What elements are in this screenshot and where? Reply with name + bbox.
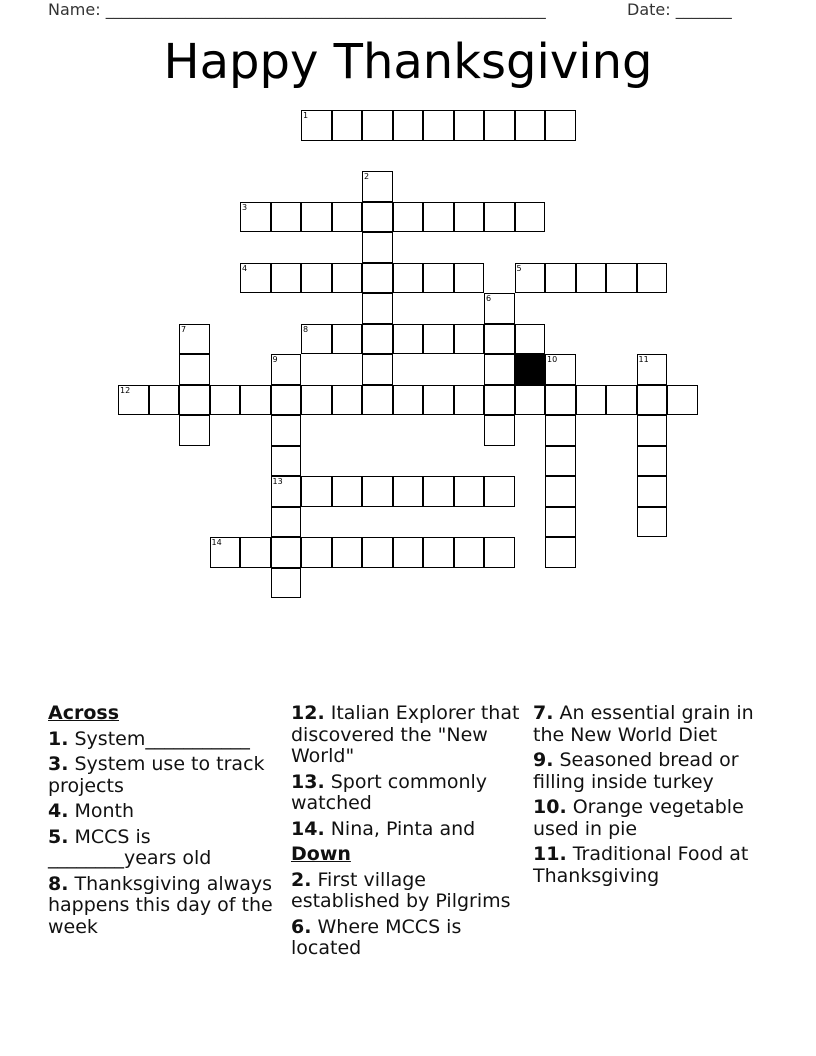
grid-cell[interactable] [362,171,393,202]
grid-cell[interactable] [393,263,424,294]
clue-text: Nina, Pinta and [330,817,476,840]
grid-cell[interactable] [393,110,424,141]
grid-cell[interactable] [454,537,485,568]
clue-number: 14 [211,538,222,547]
grid-cell[interactable] [545,385,576,416]
clue-item [48,729,273,751]
clue-number-label: 7. [533,702,554,724]
page-title: Happy Thanksgiving [163,34,653,90]
name-label: Name: [48,0,101,19]
grid-cell[interactable] [423,537,454,568]
grid-cell[interactable] [606,263,637,294]
grid-cell[interactable] [362,537,393,568]
clue-number-label: 4. [48,800,69,822]
clue-text: Thanksgiving always happens this day of the week [48,872,273,938]
grid-cell[interactable] [362,354,393,385]
grid-cell[interactable] [362,110,393,141]
grid-cell[interactable] [271,446,302,477]
grid-cell[interactable] [637,385,668,416]
grid-cell[interactable] [210,385,241,416]
grid-cell[interactable] [332,263,363,294]
grid-cell[interactable] [332,385,363,416]
grid-cell[interactable] [484,324,515,355]
grid-cell[interactable] [149,385,180,416]
clue-item [291,772,521,815]
clue-text: MCCS is ________years old [48,825,212,869]
grid-cell[interactable] [454,263,485,294]
grid-cell[interactable] [484,476,515,507]
clue-text: Italian Explorer that discovered the "New World" [291,702,520,767]
grid-cell[interactable] [393,476,424,507]
clue-item [291,917,521,960]
grid-cell[interactable] [484,385,515,416]
grid-cell[interactable] [301,263,332,294]
clue-item [48,801,273,823]
clue-item [291,870,521,913]
grid-cell[interactable] [606,385,637,416]
clue-number-label: 9. [533,749,554,771]
grid-cell[interactable] [515,202,546,233]
grid-cell[interactable] [423,324,454,355]
clue-number-label: 1. [48,727,69,750]
grid-cell[interactable] [454,110,485,141]
clue-text: Orange vegetable used in pie [533,796,744,840]
grid-cell[interactable] [484,415,515,446]
grid-cell[interactable] [667,385,698,416]
clue-number-label: 5. [48,825,69,848]
clue-text: Where MCCS is located [291,915,462,959]
grid-cell[interactable] [118,385,149,416]
clue-number: 11 [638,355,649,364]
clue-text: First village established by Pilgrims [291,868,511,912]
grid-cell[interactable] [515,385,546,416]
grid-cell[interactable] [393,202,424,233]
grid-cell[interactable] [515,324,546,355]
grid-cell[interactable] [210,537,241,568]
grid-cell[interactable] [240,263,271,294]
clue-column-1 [48,703,273,942]
black-square [515,354,546,385]
grid-cell[interactable] [545,507,576,538]
grid-cell[interactable] [301,202,332,233]
clue-number: 8 [303,324,309,334]
clue-item [291,703,521,768]
grid-cell[interactable] [454,385,485,416]
clue-number: 12 [120,385,131,395]
grid-cell[interactable] [454,476,485,507]
clue-column-3 [533,703,763,891]
grid-cell[interactable] [637,446,668,477]
clue-number: 9 [272,355,278,364]
grid-cell[interactable] [271,202,302,233]
grid-cell[interactable] [637,263,668,294]
grid-cell[interactable] [393,385,424,416]
grid-cell[interactable] [484,293,515,324]
clue-number: 10 [547,355,558,364]
grid-cell[interactable] [240,385,271,416]
clue-number: 2 [364,172,370,181]
grid-cell[interactable] [271,537,302,568]
grid-cell[interactable] [545,476,576,507]
clue-number: 5 [516,263,522,273]
grid-cell[interactable] [301,324,332,355]
grid-cell[interactable] [271,385,302,416]
grid-cell[interactable] [637,354,668,385]
clue-item [533,844,763,887]
grid-cell[interactable] [301,537,332,568]
grid-cell[interactable] [393,324,424,355]
grid-cell[interactable] [484,354,515,385]
grid-cell[interactable] [301,385,332,416]
across-heading: Across [48,702,120,724]
clue-text: System___________ [74,727,250,750]
clue-item [533,703,763,746]
grid-cell[interactable] [545,415,576,446]
clue-number: 3 [242,202,248,212]
grid-cell[interactable] [332,202,363,233]
grid-cell[interactable] [179,385,210,416]
grid-cell[interactable] [545,537,576,568]
grid-cell[interactable] [362,385,393,416]
clue-number: 13 [272,477,283,486]
date-label: Date: [627,0,671,19]
name-line: _______________________________________________________ [105,0,546,19]
grid-cell[interactable] [271,476,302,507]
grid-cell[interactable] [393,537,424,568]
clue-number-label: 8. [48,872,69,895]
grid-cell[interactable] [271,263,302,294]
grid-cell[interactable] [271,507,302,538]
clue-item [533,797,763,840]
grid-cell[interactable] [240,202,271,233]
clue-text: Seasoned bread or filling inside turkey [533,749,739,793]
grid-cell[interactable] [484,202,515,233]
clue-number-label: 2. [291,868,312,891]
clue-text: Month [74,800,135,822]
clue-column-2 [291,703,521,964]
grid-cell[interactable] [637,476,668,507]
clue-item [291,819,521,841]
grid-cell[interactable] [515,263,546,294]
grid-cell[interactable] [576,263,607,294]
grid-cell[interactable] [545,354,576,385]
clue-text: An essential grain in the New World Diet [533,702,754,746]
clue-text: Traditional Food at Thanksgiving [533,843,749,887]
grid-cell[interactable] [576,385,607,416]
grid-cell[interactable] [362,232,393,263]
grid-cell[interactable] [637,507,668,538]
grid-cell[interactable] [423,476,454,507]
grid-cell[interactable] [179,324,210,355]
clue-item [48,874,273,939]
clue-number-label: 11. [533,843,567,865]
grid-cell[interactable] [179,354,210,385]
date-line: _______ [675,0,732,19]
grid-cell[interactable] [271,415,302,446]
grid-cell[interactable] [637,415,668,446]
grid-cell[interactable] [545,446,576,477]
clue-number-label: 14. [291,817,325,840]
grid-cell[interactable] [423,385,454,416]
clue-number-label: 10. [533,796,567,818]
grid-cell[interactable] [454,324,485,355]
clue-item [533,750,763,793]
clue-number-label: 6. [291,915,312,938]
grid-cell[interactable] [545,110,576,141]
clue-number: 6 [486,294,492,303]
grid-cell[interactable] [301,476,332,507]
grid-cell[interactable] [332,110,363,141]
grid-cell[interactable] [454,202,485,233]
grid-cell[interactable] [179,415,210,446]
down-heading: Down [291,843,351,865]
clue-item [48,754,273,797]
clue-text: Sport commonly watched [291,770,488,814]
grid-cell[interactable] [301,110,332,141]
clue-number: 1 [303,111,309,120]
grid-cell[interactable] [484,537,515,568]
grid-cell[interactable] [271,354,302,385]
grid-cell[interactable] [362,324,393,355]
clue-number-label: 12. [291,702,325,724]
grid-cell[interactable] [484,110,515,141]
clue-number: 7 [181,324,187,334]
grid-cell[interactable] [423,202,454,233]
grid-cell[interactable] [423,263,454,294]
grid-cell[interactable] [362,476,393,507]
grid-cell[interactable] [545,263,576,294]
clue-number: 4 [242,263,248,273]
grid-cell[interactable] [332,476,363,507]
clue-number-label: 13. [291,770,325,793]
grid-cell[interactable] [515,110,546,141]
clue-item [48,827,273,870]
grid-cell[interactable] [332,537,363,568]
clue-number-label: 3. [48,753,69,775]
grid-cell[interactable] [362,263,393,294]
grid-cell[interactable] [332,324,363,355]
grid-cell[interactable] [362,293,393,324]
grid-cell[interactable] [271,568,302,599]
grid-cell[interactable] [423,110,454,141]
clue-text: System use to track projects [48,753,265,797]
grid-cell[interactable] [240,537,271,568]
grid-cell[interactable] [362,202,393,233]
